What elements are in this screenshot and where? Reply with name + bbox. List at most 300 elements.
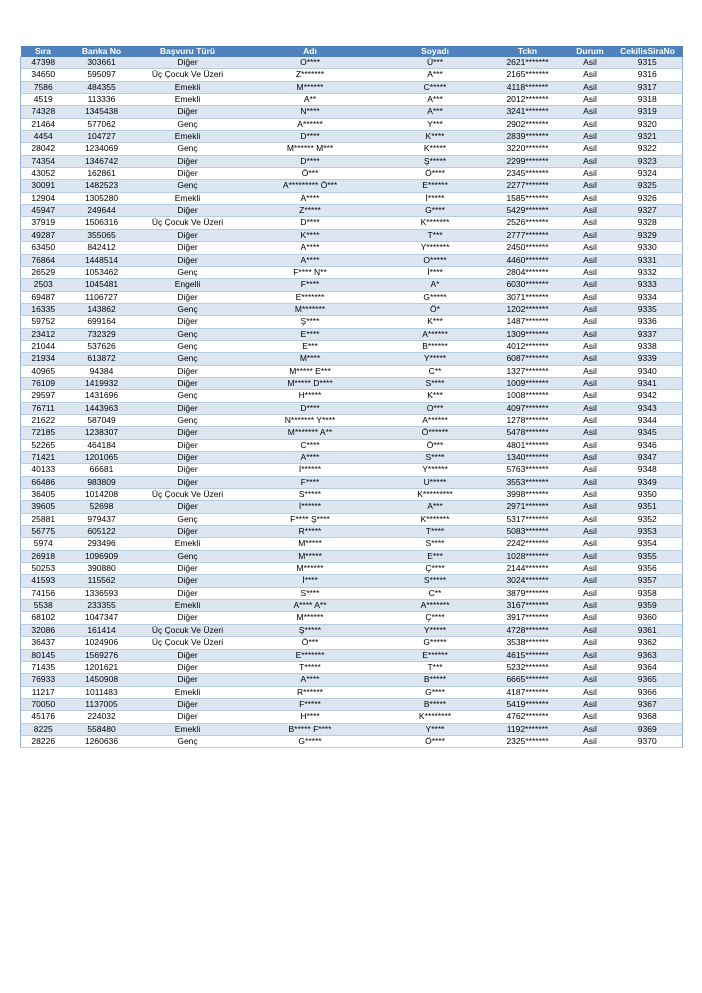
table-row[interactable] <box>21 81 683 93</box>
table-row[interactable] <box>21 266 683 278</box>
cell-tckn: 5083******* <box>488 526 568 538</box>
cell-banka-no: 1096909 <box>66 550 138 562</box>
cell-cekilis-sira-no: 9319 <box>613 106 683 118</box>
cell-cekilis-sira-no: 9364 <box>613 661 683 673</box>
cell-sira: 76109 <box>21 377 66 389</box>
cell-sira: 80145 <box>21 649 66 661</box>
cell-durum: Asil <box>568 624 613 636</box>
cell-sira: 2503 <box>21 279 66 291</box>
cell-basvuru-turu: Diğer <box>138 452 238 464</box>
cell-adi: M***** <box>238 538 383 550</box>
cell-banka-no: 161414 <box>66 624 138 636</box>
cell-sira: 26529 <box>21 266 66 278</box>
cell-adi: D**** <box>238 217 383 229</box>
cell-banka-no: 162861 <box>66 168 138 180</box>
cell-banka-no: 1053462 <box>66 266 138 278</box>
cell-basvuru-turu: Diğer <box>138 106 238 118</box>
cell-durum: Asil <box>568 340 613 352</box>
cell-adi: Ş**** <box>238 316 383 328</box>
cell-tckn: 2144******* <box>488 563 568 575</box>
cell-banka-no: 94384 <box>66 365 138 377</box>
table-row[interactable] <box>21 526 683 538</box>
table-row[interactable] <box>21 279 683 291</box>
table-row[interactable] <box>21 365 683 377</box>
cell-soyadi: U***** <box>383 476 488 488</box>
table-row[interactable] <box>21 118 683 130</box>
cell-banka-no: 1137005 <box>66 698 138 710</box>
cell-adi: M******* <box>238 303 383 315</box>
cell-soyadi: A****** <box>383 328 488 340</box>
table-row[interactable] <box>21 242 683 254</box>
cell-soyadi: E*** <box>383 550 488 562</box>
cell-banka-no: 1014208 <box>66 489 138 501</box>
table-row[interactable] <box>21 661 683 673</box>
cell-soyadi: İ***** <box>383 192 488 204</box>
cell-sira: 36437 <box>21 637 66 649</box>
table-row[interactable] <box>21 229 683 241</box>
table-row[interactable] <box>21 476 683 488</box>
cell-soyadi: K******* <box>383 513 488 525</box>
cell-banka-no: 577062 <box>66 118 138 130</box>
table-row[interactable] <box>21 328 683 340</box>
table-row[interactable] <box>21 711 683 723</box>
cell-adi: O**** <box>238 57 383 69</box>
cell-banka-no: 1234069 <box>66 143 138 155</box>
cell-durum: Asil <box>568 661 613 673</box>
table-row[interactable] <box>21 575 683 587</box>
cell-basvuru-turu: Genç <box>138 180 238 192</box>
cell-sira: 8225 <box>21 723 66 735</box>
cell-adi: F**** Ş**** <box>238 513 383 525</box>
cell-adi: H***** <box>238 390 383 402</box>
table-row[interactable] <box>21 143 683 155</box>
cell-adi: İ****** <box>238 501 383 513</box>
cell-tckn: 4460******* <box>488 254 568 266</box>
cell-basvuru-turu: Diğer <box>138 674 238 686</box>
cell-soyadi: K********* <box>383 489 488 501</box>
cell-adi: İ****** <box>238 464 383 476</box>
cell-sira: 5538 <box>21 600 66 612</box>
cell-soyadi: G**** <box>383 205 488 217</box>
table-row[interactable] <box>21 674 683 686</box>
cell-sira: 66486 <box>21 476 66 488</box>
cell-soyadi: A* <box>383 279 488 291</box>
table-row[interactable] <box>21 501 683 513</box>
cell-soyadi: S***** <box>383 575 488 587</box>
cell-durum: Asil <box>568 698 613 710</box>
cell-banka-no: 732329 <box>66 328 138 340</box>
cell-durum: Asil <box>568 57 613 69</box>
cell-sira: 34650 <box>21 69 66 81</box>
cell-soyadi: Ç**** <box>383 612 488 624</box>
table-row[interactable] <box>21 377 683 389</box>
table-row[interactable] <box>21 57 683 69</box>
cell-banka-no: 52698 <box>66 501 138 513</box>
column-header-sira[interactable]: Sıra <box>21 46 66 57</box>
cell-banka-no: 595097 <box>66 69 138 81</box>
cell-sira: 76711 <box>21 402 66 414</box>
table-row[interactable] <box>21 563 683 575</box>
cell-basvuru-turu: Diğer <box>138 427 238 439</box>
table-body <box>21 57 683 748</box>
cell-basvuru-turu: Emekli <box>138 131 238 143</box>
table-row[interactable] <box>21 489 683 501</box>
cell-durum: Asil <box>568 674 613 686</box>
table-row[interactable] <box>21 600 683 612</box>
cell-durum: Asil <box>568 464 613 476</box>
cell-adi: R****** <box>238 686 383 698</box>
cell-cekilis-sira-no: 9370 <box>613 735 683 747</box>
cell-durum: Asil <box>568 143 613 155</box>
cell-adi: İ**** <box>238 575 383 587</box>
cell-cekilis-sira-no: 9321 <box>613 131 683 143</box>
cell-tckn: 2804******* <box>488 266 568 278</box>
cell-tckn: 3917******* <box>488 612 568 624</box>
cell-soyadi: Ö****** <box>383 427 488 439</box>
cell-cekilis-sira-no: 9332 <box>613 266 683 278</box>
cell-sira: 11217 <box>21 686 66 698</box>
cell-tckn: 2242******* <box>488 538 568 550</box>
cell-banka-no: 224032 <box>66 711 138 723</box>
cell-banka-no: 249644 <box>66 205 138 217</box>
cell-basvuru-turu: Diğer <box>138 291 238 303</box>
cell-cekilis-sira-no: 9336 <box>613 316 683 328</box>
cell-basvuru-turu: Emekli <box>138 686 238 698</box>
cell-soyadi: Ö*** <box>383 439 488 451</box>
table-row[interactable] <box>21 686 683 698</box>
cell-sira: 21934 <box>21 353 66 365</box>
cell-cekilis-sira-no: 9357 <box>613 575 683 587</box>
table-row[interactable] <box>21 414 683 426</box>
cell-banka-no: 464184 <box>66 439 138 451</box>
cell-soyadi: A*** <box>383 501 488 513</box>
cell-basvuru-turu: Üç Çocuk Ve Üzeri <box>138 489 238 501</box>
table-row[interactable] <box>21 439 683 451</box>
cell-cekilis-sira-no: 9368 <box>613 711 683 723</box>
table-row[interactable] <box>21 106 683 118</box>
cell-tckn: 3167******* <box>488 600 568 612</box>
cell-sira: 21464 <box>21 118 66 130</box>
cell-adi: E**** <box>238 328 383 340</box>
cell-sira: 28226 <box>21 735 66 747</box>
cell-soyadi: Y**** <box>383 723 488 735</box>
cell-tckn: 6665******* <box>488 674 568 686</box>
cell-banka-no: 1482523 <box>66 180 138 192</box>
cell-basvuru-turu: Diğer <box>138 711 238 723</box>
cell-banka-no: 484355 <box>66 81 138 93</box>
cell-sira: 52265 <box>21 439 66 451</box>
cell-soyadi: B***** <box>383 674 488 686</box>
cell-cekilis-sira-no: 9350 <box>613 489 683 501</box>
cell-tckn: 3998******* <box>488 489 568 501</box>
cell-sira: 26918 <box>21 550 66 562</box>
cell-banka-no: 113336 <box>66 94 138 106</box>
column-header-tckn[interactable]: Tckn <box>488 46 568 57</box>
cell-tckn: 2839******* <box>488 131 568 143</box>
table-row[interactable] <box>21 637 683 649</box>
cell-adi: M****** <box>238 81 383 93</box>
table-row[interactable] <box>21 735 683 747</box>
cell-adi: A**** <box>238 674 383 686</box>
cell-basvuru-turu: Diğer <box>138 377 238 389</box>
cell-tckn: 2012******* <box>488 94 568 106</box>
cell-tckn: 4801******* <box>488 439 568 451</box>
cell-durum: Asil <box>568 291 613 303</box>
cell-soyadi: E****** <box>383 649 488 661</box>
cell-tckn: 2450******* <box>488 242 568 254</box>
cell-sira: 40965 <box>21 365 66 377</box>
cell-tckn: 4762******* <box>488 711 568 723</box>
cell-adi: A**** <box>238 254 383 266</box>
cell-basvuru-turu: Diğer <box>138 254 238 266</box>
cell-banka-no: 537626 <box>66 340 138 352</box>
cell-durum: Asil <box>568 735 613 747</box>
cell-durum: Asil <box>568 254 613 266</box>
cell-cekilis-sira-no: 9330 <box>613 242 683 254</box>
table-row[interactable] <box>21 649 683 661</box>
cell-tckn: 4728******* <box>488 624 568 636</box>
table-row[interactable] <box>21 698 683 710</box>
cell-adi: D**** <box>238 402 383 414</box>
table-row[interactable] <box>21 69 683 81</box>
cell-cekilis-sira-no: 9354 <box>613 538 683 550</box>
cell-adi: M***** <box>238 550 383 562</box>
cell-tckn: 1008******* <box>488 390 568 402</box>
cell-banka-no: 1238307 <box>66 427 138 439</box>
cell-tckn: 5419******* <box>488 698 568 710</box>
cell-durum: Asil <box>568 69 613 81</box>
cell-adi: N**** <box>238 106 383 118</box>
table-row[interactable] <box>21 340 683 352</box>
cell-adi: S**** <box>238 587 383 599</box>
cell-tckn: 1340******* <box>488 452 568 464</box>
cell-adi: N******* Y**** <box>238 414 383 426</box>
table-row[interactable] <box>21 452 683 464</box>
cell-adi: A**** <box>238 192 383 204</box>
table-row[interactable] <box>21 94 683 106</box>
column-header-soyadi[interactable]: Soyadı <box>383 46 488 57</box>
cell-cekilis-sira-no: 9318 <box>613 94 683 106</box>
cell-durum: Asil <box>568 538 613 550</box>
cell-tckn: 1028******* <box>488 550 568 562</box>
cell-basvuru-turu: Diğer <box>138 612 238 624</box>
cell-cekilis-sira-no: 9363 <box>613 649 683 661</box>
cell-cekilis-sira-no: 9328 <box>613 217 683 229</box>
table-row[interactable] <box>21 464 683 476</box>
cell-sira: 49287 <box>21 229 66 241</box>
table-row[interactable] <box>21 192 683 204</box>
cell-cekilis-sira-no: 9335 <box>613 303 683 315</box>
table-row[interactable] <box>21 303 683 315</box>
table-row[interactable] <box>21 723 683 735</box>
column-header-durum[interactable]: Durum <box>568 46 613 57</box>
table-row[interactable] <box>21 587 683 599</box>
cell-soyadi: G***** <box>383 291 488 303</box>
cell-tckn: 1009******* <box>488 377 568 389</box>
cell-banka-no: 842412 <box>66 242 138 254</box>
cell-sira: 39605 <box>21 501 66 513</box>
cell-soyadi: Ş***** <box>383 155 488 167</box>
cell-tckn: 1278******* <box>488 414 568 426</box>
table-row[interactable] <box>21 205 683 217</box>
cell-cekilis-sira-no: 9317 <box>613 81 683 93</box>
cell-durum: Asil <box>568 587 613 599</box>
table-row[interactable] <box>21 513 683 525</box>
cell-banka-no: 1419932 <box>66 377 138 389</box>
cell-adi: A**** <box>238 242 383 254</box>
cell-adi: F***** <box>238 698 383 710</box>
cell-sira: 28042 <box>21 143 66 155</box>
cell-sira: 45947 <box>21 205 66 217</box>
cell-banka-no: 293496 <box>66 538 138 550</box>
cell-soyadi: İ**** <box>383 266 488 278</box>
cell-durum: Asil <box>568 711 613 723</box>
cell-durum: Asil <box>568 155 613 167</box>
cell-tckn: 2299******* <box>488 155 568 167</box>
cell-tckn: 3220******* <box>488 143 568 155</box>
cell-banka-no: 1569276 <box>66 649 138 661</box>
cell-basvuru-turu: Diğer <box>138 57 238 69</box>
cell-durum: Asil <box>568 266 613 278</box>
column-header-basvuru-turu[interactable]: Başvuru Türü <box>138 46 238 57</box>
cell-durum: Asil <box>568 168 613 180</box>
cell-durum: Asil <box>568 600 613 612</box>
table-row[interactable] <box>21 155 683 167</box>
cell-durum: Asil <box>568 649 613 661</box>
table-row[interactable] <box>21 180 683 192</box>
cell-banka-no: 104727 <box>66 131 138 143</box>
cell-cekilis-sira-no: 9337 <box>613 328 683 340</box>
cell-cekilis-sira-no: 9329 <box>613 229 683 241</box>
cell-durum: Asil <box>568 489 613 501</box>
cell-banka-no: 605122 <box>66 526 138 538</box>
cell-adi: T***** <box>238 661 383 673</box>
table-row[interactable] <box>21 291 683 303</box>
cell-soyadi: C** <box>383 365 488 377</box>
cell-durum: Asil <box>568 550 613 562</box>
cell-tckn: 1192******* <box>488 723 568 735</box>
cell-soyadi: O*** <box>383 402 488 414</box>
cell-sira: 30091 <box>21 180 66 192</box>
cell-tckn: 1487******* <box>488 316 568 328</box>
cell-sira: 43052 <box>21 168 66 180</box>
cell-adi: D**** <box>238 155 383 167</box>
cell-cekilis-sira-no: 9345 <box>613 427 683 439</box>
cell-soyadi: S**** <box>383 452 488 464</box>
cell-adi: M***** D**** <box>238 377 383 389</box>
cell-tckn: 1202******* <box>488 303 568 315</box>
table-row[interactable] <box>21 217 683 229</box>
table-row[interactable] <box>21 550 683 562</box>
table-row[interactable] <box>21 402 683 414</box>
cell-sira: 70050 <box>21 698 66 710</box>
table-row[interactable] <box>21 131 683 143</box>
table-row[interactable] <box>21 254 683 266</box>
cell-sira: 41593 <box>21 575 66 587</box>
cell-basvuru-turu: Diğer <box>138 402 238 414</box>
table-row[interactable] <box>21 168 683 180</box>
cell-sira: 40133 <box>21 464 66 476</box>
cell-banka-no: 390880 <box>66 563 138 575</box>
cell-tckn: 5429******* <box>488 205 568 217</box>
cell-basvuru-turu: Genç <box>138 414 238 426</box>
cell-basvuru-turu: Genç <box>138 390 238 402</box>
cell-banka-no: 355065 <box>66 229 138 241</box>
column-header-adi[interactable]: Adı <box>238 46 383 57</box>
table-row[interactable] <box>21 316 683 328</box>
table-row[interactable] <box>21 612 683 624</box>
column-header-banka-no[interactable]: Banka No <box>66 46 138 57</box>
cell-tckn: 2777******* <box>488 229 568 241</box>
cell-soyadi: A*** <box>383 106 488 118</box>
cell-soyadi: K*** <box>383 316 488 328</box>
cell-adi: A****** <box>238 118 383 130</box>
cell-durum: Asil <box>568 501 613 513</box>
cell-adi: S***** <box>238 489 383 501</box>
cell-basvuru-turu: Emekli <box>138 94 238 106</box>
cell-tckn: 1585******* <box>488 192 568 204</box>
cell-tckn: 2902******* <box>488 118 568 130</box>
cell-sira: 69487 <box>21 291 66 303</box>
cell-soyadi: Ç**** <box>383 563 488 575</box>
cell-basvuru-turu: Diğer <box>138 316 238 328</box>
cell-cekilis-sira-no: 9327 <box>613 205 683 217</box>
table-row[interactable] <box>21 624 683 636</box>
cell-basvuru-turu: Üç Çocuk Ve Üzeri <box>138 637 238 649</box>
cell-banka-no: 587049 <box>66 414 138 426</box>
header-row <box>21 46 683 57</box>
cell-soyadi: G**** <box>383 686 488 698</box>
cell-durum: Asil <box>568 242 613 254</box>
cell-cekilis-sira-no: 9346 <box>613 439 683 451</box>
cell-basvuru-turu: Diğer <box>138 575 238 587</box>
cell-cekilis-sira-no: 9365 <box>613 674 683 686</box>
cell-cekilis-sira-no: 9355 <box>613 550 683 562</box>
cell-adi: Z***** <box>238 205 383 217</box>
cell-soyadi: O***** <box>383 254 488 266</box>
cell-basvuru-turu: Engelli <box>138 279 238 291</box>
cell-basvuru-turu: Diğer <box>138 698 238 710</box>
cell-basvuru-turu: Üç Çocuk Ve Üzeri <box>138 217 238 229</box>
cell-soyadi: Y****** <box>383 464 488 476</box>
cell-soyadi: K**** <box>383 131 488 143</box>
cell-banka-no: 233355 <box>66 600 138 612</box>
cell-basvuru-turu: Genç <box>138 266 238 278</box>
table-row[interactable] <box>21 390 683 402</box>
cell-cekilis-sira-no: 9323 <box>613 155 683 167</box>
cell-durum: Asil <box>568 316 613 328</box>
cell-soyadi: A****** <box>383 414 488 426</box>
cell-tckn: 2526******* <box>488 217 568 229</box>
cell-basvuru-turu: Diğer <box>138 464 238 476</box>
cell-soyadi: B****** <box>383 340 488 352</box>
cell-sira: 63450 <box>21 242 66 254</box>
cell-tckn: 3538******* <box>488 637 568 649</box>
cell-cekilis-sira-no: 9360 <box>613 612 683 624</box>
table-row[interactable] <box>21 353 683 365</box>
cell-tckn: 5478******* <box>488 427 568 439</box>
cell-sira: 21622 <box>21 414 66 426</box>
cell-durum: Asil <box>568 563 613 575</box>
cell-cekilis-sira-no: 9324 <box>613 168 683 180</box>
cell-adi: H**** <box>238 711 383 723</box>
table-row[interactable] <box>21 538 683 550</box>
cell-cekilis-sira-no: 9353 <box>613 526 683 538</box>
cell-cekilis-sira-no: 9340 <box>613 365 683 377</box>
column-header-cekilis-sira-no[interactable]: CekilisSiraNo <box>613 46 683 57</box>
table-row[interactable] <box>21 427 683 439</box>
cell-basvuru-turu: Emekli <box>138 192 238 204</box>
